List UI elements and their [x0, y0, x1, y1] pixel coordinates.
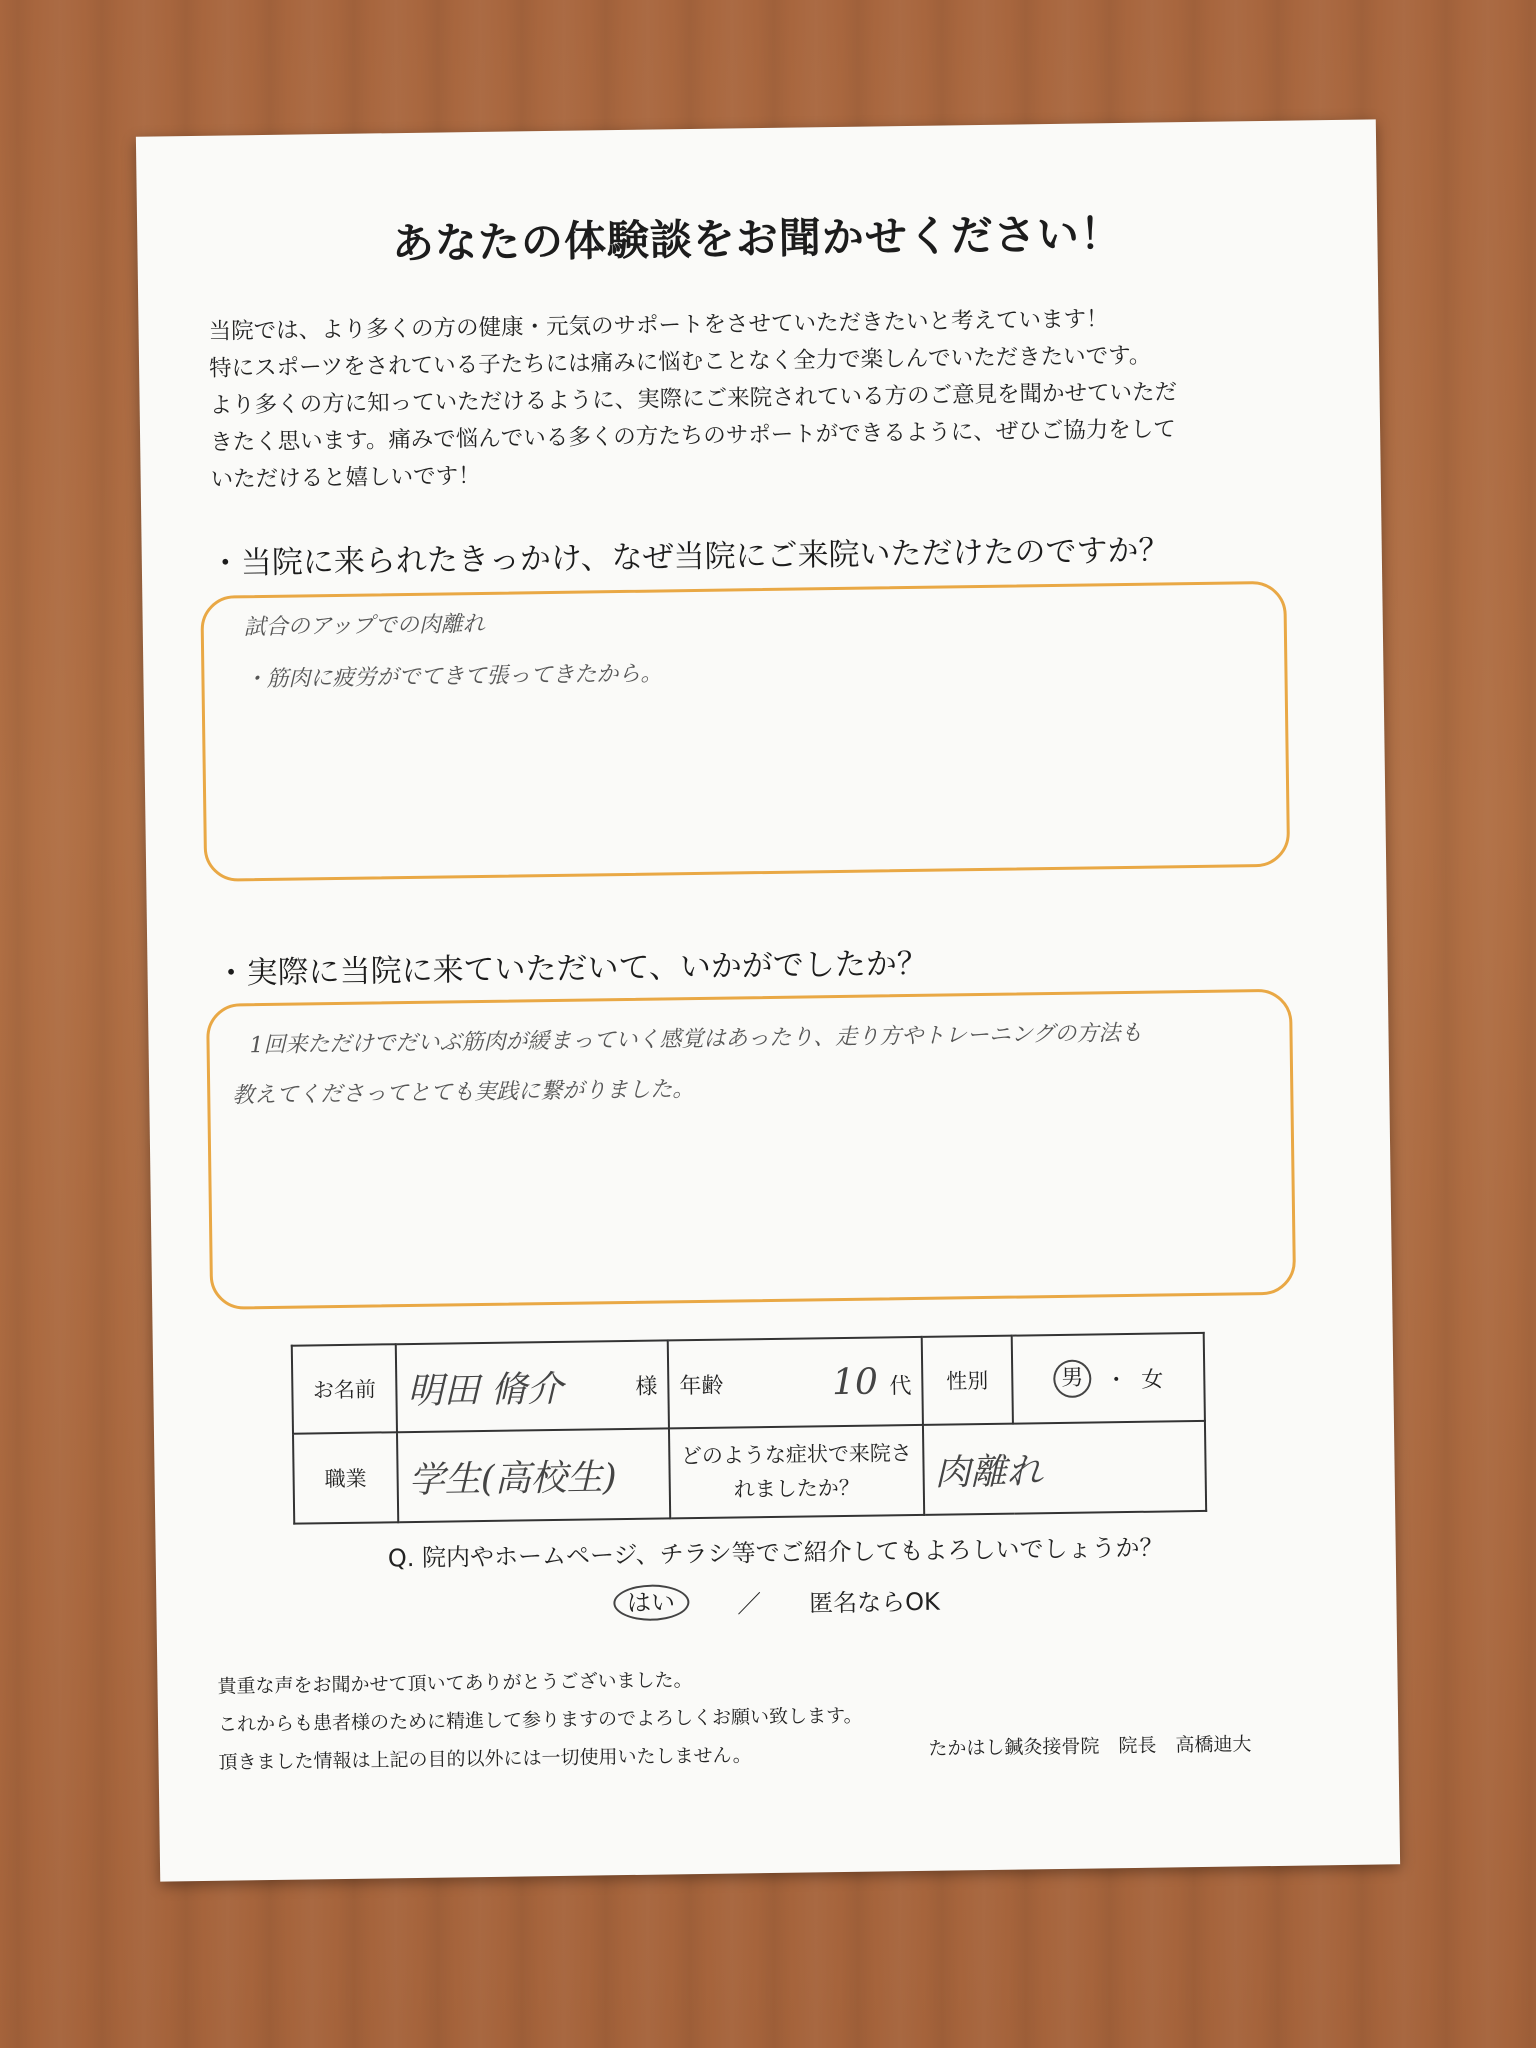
name-label: お名前 — [292, 1344, 397, 1433]
gender-field — [1012, 1333, 1205, 1424]
intro-line: 特にスポーツをされている子たちには痛みに悩むことなく全力で楽しんでいただきたいです。 — [208, 342, 1152, 382]
answer-box-experience — [206, 989, 1296, 1310]
gender-male-option: 男 — [1053, 1360, 1092, 1399]
footer-line: 貴重な声をお聞かせて頂いてありがとうございました。 — [217, 1669, 693, 1698]
intro-text — [208, 299, 1290, 499]
job-value: 学生(高校生) — [397, 1428, 670, 1522]
intro-line: より多くの方に知っていただけるように、実際にご来院されている方のご意見を聞かせていただ — [209, 379, 1178, 419]
name-suffix: 様 — [635, 1374, 658, 1400]
intro-line: 当院では、より多くの方の健康・元気のサポートをさせていただきたいと考えています！ — [208, 306, 1109, 345]
permission-question: Q. 院内やホームページ、チラシ等でご紹介してもよろしいでしょうか？ — [387, 1533, 1164, 1573]
permission-anonymous-option: 匿名ならOK — [808, 1587, 940, 1617]
name-field — [396, 1340, 669, 1432]
name-value: 明田 脩介 — [407, 1368, 564, 1412]
survey-sheet — [136, 119, 1400, 1881]
respondent-info-table — [291, 1332, 1207, 1525]
permission-options — [156, 1574, 1396, 1627]
symptom-label: どのような症状で来院されましたか？ — [669, 1425, 924, 1519]
handwritten-answer-line: 1回来ただけでだいぶ筋肉が緩まっていく感覚はあったり、走り方やトレーニングの方法も — [249, 1020, 1143, 1059]
clinic-signature: たかはし鍼灸接骨院 院長 高橋迪大 — [928, 1733, 1252, 1760]
handwritten-answer-line: 教えてくださってとても実践に繋がりました。 — [232, 1077, 695, 1109]
age-value: 10 — [831, 1361, 879, 1403]
page-title: あなたの体験談をお聞かせください！ — [391, 208, 1124, 269]
intro-line: いただけると嬉しいです！ — [210, 462, 481, 493]
age-field — [668, 1337, 923, 1429]
question-reason: ・当院に来られたきっかけ、なぜ当院にご来院いただけたのですか？ — [209, 532, 1170, 582]
handwritten-answer-line: ・筋肉に疲労がでてきて張ってきたから。 — [244, 661, 663, 693]
gender-separator: ・ — [1105, 1367, 1128, 1393]
gender-label: 性別 — [922, 1336, 1013, 1425]
answer-box-reason — [200, 581, 1290, 882]
age-suffix: 代 — [889, 1373, 912, 1399]
footer-text — [217, 1659, 863, 1782]
gender-female-option: 女 — [1141, 1367, 1164, 1393]
question-experience: ・実際に当院に来ていただいて、いかがでしたか？ — [215, 945, 929, 992]
intro-line: きたく思います。痛みで悩んでいる多くの方たちのサポートができるように、ぜひご協力をして — [209, 416, 1176, 456]
footer-line: これからも患者様のために精進して参りますのでよろしくお願い致します。 — [217, 1704, 863, 1736]
symptom-value: 肉離れ — [923, 1421, 1206, 1515]
footer-line: 頂きました情報は上記の目的以外には一切使用いたしません。 — [218, 1744, 752, 1774]
permission-yes-option: はい — [613, 1584, 689, 1621]
age-label: 年齢 — [679, 1373, 724, 1399]
handwritten-answer-line: 試合のアップでの肉離れ — [243, 611, 486, 641]
permission-separator: ／ — [736, 1589, 762, 1618]
job-label: 職業 — [293, 1432, 398, 1523]
